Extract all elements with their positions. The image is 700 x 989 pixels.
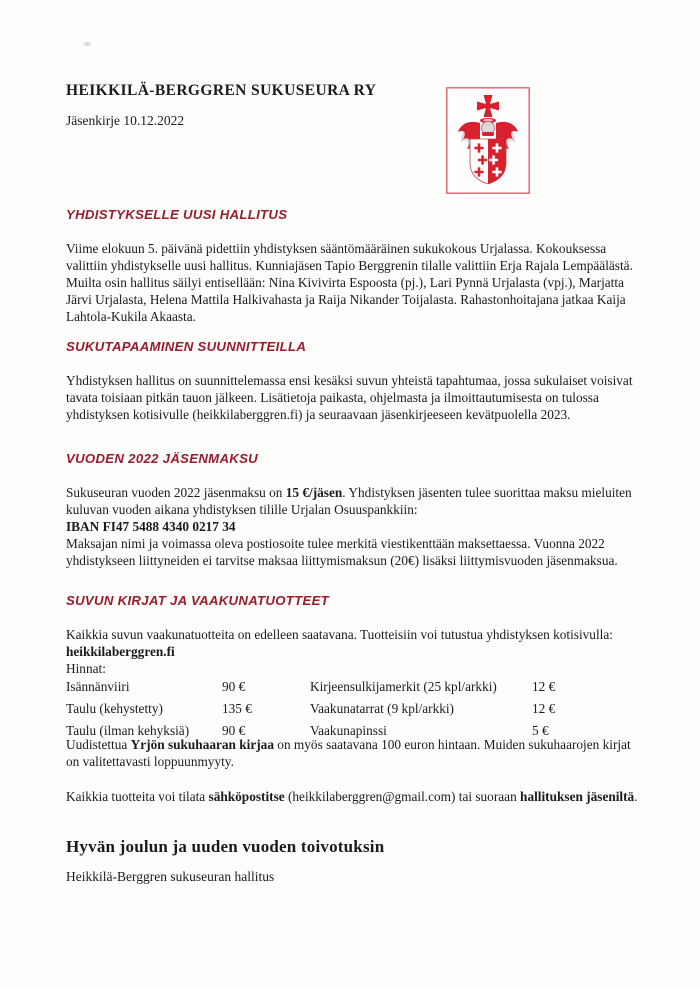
paragraph-tilaus	[66, 788, 640, 805]
section-heading-jasenmaksu: VUODEN 2022 JÄSENMAKSU	[66, 451, 259, 466]
price-value: 90 €	[222, 679, 246, 694]
price-value: 135 €	[222, 701, 252, 716]
tilaus-email-label: sähköpostitse	[208, 789, 285, 804]
jasenmaksu-text-2: Maksajan nimi ja voimassa oleva postiosoite tulee merkitä viestikenttään maksettaessa. Vuonna 2022 yhdistykseen liittyneiden ei tarvitse maksaa liittymismaksun (20€) lisäksi liittymisvuoden jäsenmaksua.	[66, 536, 618, 568]
tuotteet-intro-text: Kaikkia suvun vaakunatuotteita on edelleen saatavana. Tuotteisiin voi tutustua yhdistyksen kotisivulla:	[66, 627, 613, 642]
price-item: Vaakunapinssi	[310, 723, 387, 738]
paragraph-uusi-hallitus: Viime elokuun 5. päivänä pidettiin yhdistyksen sääntömääräinen sukukokous Urjalassa. Kokouksessa valittiin yhdistykselle uusi hallitus. Kunniajäsen Tapio Berggrenin tilalle valittiin Erja Rajala Lempäälästä. Muilta osin hallitus säilyi entisellään: Nina Kivivirta Espoosta (pj.), Lari Pynnä Urjalasta (vpj.), Marjatta Järvi Urjalasta, Helena Mattila Halkivahasta ja Raija Nikander Toijalasta. Rahastonhoitajana jatkaa Kaija Lahtola-Kukila Akaasta.	[66, 241, 633, 324]
closing-signature: Heikkilä-Berggren sukuseuran hallitus	[66, 869, 275, 884]
jasenmaksu-pre: Sukuseuran vuoden 2022 jäsenmaksu on	[66, 485, 286, 500]
kirja-title: Yrjön sukuhaaran kirjaa	[130, 737, 274, 752]
price-item: Taulu (kehystetty)	[66, 701, 163, 716]
price-table	[66, 676, 640, 742]
price-item: Vaakunatarrat (9 kpl/arkki)	[310, 701, 454, 716]
tilaus-post: .	[634, 789, 638, 804]
jasenmaksu-post: . Yhdistyksen jäsenten tulee suorittaa maksu mieluiten kuluvan vuoden aikana yhdistyksen tilille Urjalan Osuuspankkiin:	[66, 485, 632, 517]
scan-artifact	[84, 42, 91, 46]
section-heading-sukutapaaminen: SUKUTAPAAMINEN SUUNNITTEILLA	[66, 339, 307, 354]
date-line: Jäsenkirje 10.12.2022	[66, 113, 185, 128]
price-item: Kirjeensulkijamerkit (25 kpl/arkki)	[310, 679, 497, 694]
closing-greeting: Hyvän joulun ja uuden vuoden toivotuksin	[66, 837, 385, 856]
section-heading-vaakunatuotteet: SUVUN KIRJAT JA VAAKUNATUOTTEET	[66, 593, 330, 608]
tilaus-pre: Kaikkia tuotteita voi tilata	[66, 789, 209, 804]
website-address: heikkilaberggren.fi	[66, 644, 175, 659]
paragraph-kirja	[66, 736, 640, 770]
tilaus-hallitus: hallituksen jäseniltä	[520, 789, 635, 804]
page-title: HEIKKILÄ-BERGGREN SUKUSEURA RY	[66, 82, 377, 99]
price-value: 5 €	[532, 723, 549, 738]
coat-of-arms-image	[446, 87, 530, 194]
kirja-pre: Uudistettua	[66, 737, 131, 752]
paragraph-tuotteet-intro	[66, 626, 640, 660]
kirja-post: on myös saatavana 100 euron hintaan. Muiden sukuhaarojen kirjat on valitettavasti loppuunmyyty.	[66, 737, 631, 769]
section-heading-uusi-hallitus: YHDISTYKSELLE UUSI HALLITUS	[66, 207, 288, 222]
price-value: 12 €	[532, 701, 556, 716]
iban-line: IBAN FI47 5488 4340 0217 34	[66, 519, 236, 534]
jasenmaksu-text-1	[66, 484, 640, 518]
hinnat-label: Hinnat:	[66, 661, 106, 676]
price-item: Isännänviiri	[66, 679, 130, 694]
paragraph-jasenmaksu	[66, 484, 640, 569]
paragraph-sukutapaaminen: Yhdistyksen hallitus on suunnittelemassa ensi kesäksi suvun yhteistä tapahtumaa, jossa sukulaiset voisivat tavata toisiaan pitkän tauon jälkeen. Lisätietoja paikasta, ohjelmasta ja ilmoittautumisesta on tulossa yhdistyksen kotisivulle (heikkilaberggren.fi) ja seuraavaan jäsenkirjeeseen kevätpuolella 2023.	[66, 373, 633, 422]
price-item: Taulu (ilman kehyksiä)	[66, 723, 190, 738]
jasenmaksu-amount: 15 €/jäsen	[285, 485, 343, 500]
price-value: 90 €	[222, 723, 246, 738]
coat-of-arms-icon	[446, 87, 530, 194]
price-value: 12 €	[532, 679, 556, 694]
tilaus-email-address: (heikkilaberggren@gmail.com) tai suoraan	[284, 789, 521, 804]
